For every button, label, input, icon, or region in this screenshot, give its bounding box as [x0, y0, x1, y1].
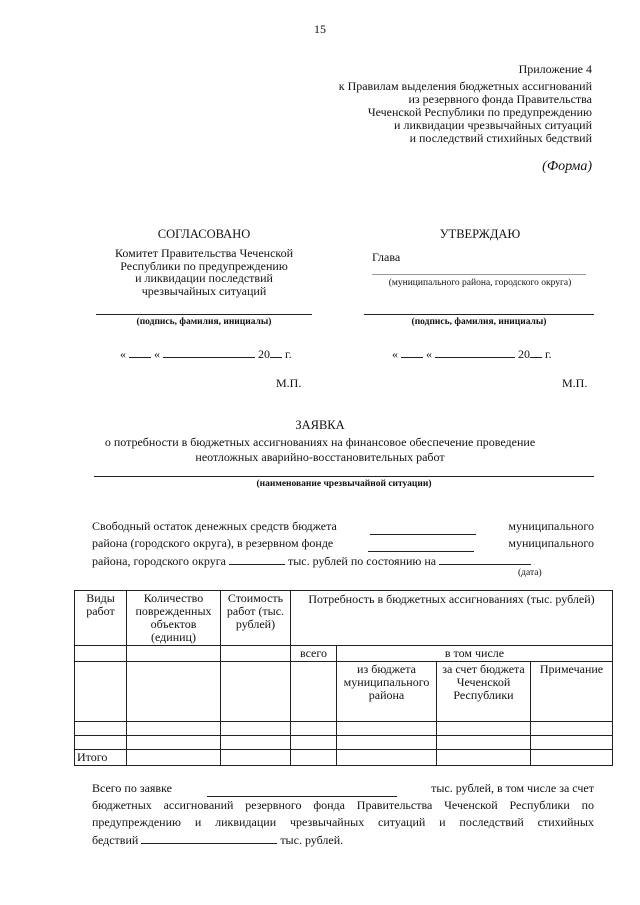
- right-stamp: М.П.: [562, 376, 588, 390]
- cell: [127, 646, 221, 662]
- appendix-line: и ликвидации чрезвычайных ситуаций: [394, 118, 592, 132]
- table-subheader-row: [75, 646, 613, 662]
- month-blank: [163, 345, 255, 358]
- cell: [531, 750, 613, 766]
- cell: [291, 662, 337, 722]
- left-stamp: М.П.: [276, 376, 302, 390]
- cell: [221, 736, 291, 750]
- footer-line-3: [92, 814, 594, 831]
- cell: [221, 662, 291, 722]
- footer-blank-1: [207, 784, 397, 797]
- row-total-label: Итого: [75, 750, 127, 766]
- approved-left-org: [96, 247, 312, 297]
- request-subtitle-1: о потребности в бюджетных ассигнованиях на финансовое обеспечение проведение: [104, 435, 536, 449]
- balance-blank-3: [229, 552, 285, 565]
- table-total-row: [75, 750, 613, 766]
- cell: [437, 750, 531, 766]
- cell: [437, 722, 531, 736]
- balance-text: тыс. рублей по состоянию на: [287, 554, 437, 568]
- balance-text: муниципального: [508, 519, 594, 533]
- header-municipal: из бюджета муниципального района: [337, 662, 437, 722]
- request-title: ЗАЯВКА: [295, 418, 345, 432]
- header-damaged: Количество поврежденных объектов (единиц): [127, 591, 221, 646]
- role-caption: (муниципального района, городского округа): [388, 278, 572, 288]
- page-number: 15: [314, 22, 326, 36]
- date-caption: (дата): [518, 568, 542, 578]
- footer-line-4: [92, 831, 594, 849]
- cell: [75, 722, 127, 736]
- footer-blank-2: [141, 831, 277, 844]
- footer-text: тыс. рублей, в том числе за счет: [431, 781, 594, 795]
- approved-left-heading: СОГЛАСОВАНО: [157, 227, 251, 241]
- appendix-line: к Правилам выделения бюджетных ассигнований: [338, 79, 592, 93]
- balance-text: Свободный остаток денежных средств бюджета: [92, 519, 337, 533]
- cell: [75, 662, 127, 722]
- cell: [75, 646, 127, 662]
- year-blank: [530, 345, 542, 358]
- balance-line-2: [92, 535, 594, 552]
- form-label: (Форма): [542, 159, 592, 174]
- request-subtitle-2: неотложных аварийно-восстановительных работ: [195, 450, 445, 464]
- header-need: Потребность в бюджетных ассигнованиях (тыс. рублей): [291, 591, 613, 646]
- emergency-caption: (наименование чрезвычайной ситуации): [256, 479, 432, 489]
- cell: [291, 722, 337, 736]
- org-line: Комитет Правительства Чеченской: [114, 246, 294, 260]
- cell: [127, 662, 221, 722]
- quote-open: «: [392, 347, 398, 361]
- year-prefix: 20: [518, 347, 530, 361]
- appendix-line: из резервного фонда Правительства: [408, 92, 592, 106]
- left-date: [120, 345, 292, 362]
- header-republic: за счет бюджета Чеченской Республики: [437, 662, 531, 722]
- year-suffix: г.: [285, 347, 292, 361]
- left-signature-line: [96, 314, 312, 315]
- appendix-title: Приложение 4: [518, 62, 592, 76]
- org-line: Республики по предупреждению: [120, 258, 288, 273]
- balance-blank-1: [370, 522, 476, 535]
- table-subheader-row: [75, 662, 613, 722]
- org-line: и ликвидации последствий: [135, 271, 273, 285]
- cell: [531, 722, 613, 736]
- cell: [75, 736, 127, 750]
- balance-text: района (городского округа), в резервном фонде: [92, 536, 334, 550]
- header-including: в том числе: [337, 646, 613, 662]
- footer-text: предупреждению и ликвидации чрезвычайных ситуаций и последствий стихийных: [92, 815, 594, 829]
- footer-text: бедствий: [92, 833, 139, 847]
- left-signature-caption: (подпись, фамилия, инициалы): [136, 317, 272, 327]
- header-cost: Стоимость работ (тыс. рублей): [221, 591, 291, 646]
- approved-right-role: Глава: [372, 250, 401, 264]
- table-row: [75, 722, 613, 736]
- balance-paragraph: [92, 518, 594, 570]
- cell: [221, 722, 291, 736]
- cell: [337, 722, 437, 736]
- quote-mid: «: [426, 347, 432, 361]
- org-line: чрезвычайных ситуаций: [141, 283, 267, 298]
- right-signature-line: [364, 314, 594, 315]
- header-work-types: Виды работ: [75, 591, 127, 646]
- year-suffix: г.: [545, 347, 552, 361]
- cell: [221, 646, 291, 662]
- cell: [437, 736, 531, 750]
- cell: [291, 750, 337, 766]
- footer-text: тыс. рублей.: [280, 833, 344, 847]
- footer-text: Всего по заявке: [92, 781, 172, 795]
- appendix-rules: [339, 80, 592, 145]
- right-date: [392, 345, 552, 362]
- emergency-line: [94, 476, 594, 477]
- cell: [531, 736, 613, 750]
- year-blank: [270, 345, 282, 358]
- day-blank: [129, 345, 151, 358]
- balance-text: муниципального: [508, 536, 594, 550]
- quote-open: «: [120, 347, 126, 361]
- year-prefix: 20: [258, 347, 270, 361]
- day-blank: [401, 345, 423, 358]
- footer-line-1: [92, 780, 594, 797]
- month-blank: [435, 345, 515, 358]
- appendix-line: и последствий стихийных бедствий: [409, 131, 592, 145]
- balance-text: района, городского округа: [92, 554, 226, 568]
- balance-date-blank: [439, 552, 531, 565]
- cell: [221, 750, 291, 766]
- cell: [127, 750, 221, 766]
- header-note: Примечание: [531, 662, 613, 722]
- footer-line-2: [92, 797, 594, 814]
- cell: [127, 736, 221, 750]
- table-row: [75, 736, 613, 750]
- needs-table: [74, 590, 613, 766]
- appendix-block: [519, 62, 592, 77]
- footer-paragraph: [92, 780, 594, 849]
- footer-text: бюджетных ассигнований резервного фонда Правительства Чеченской Республики по: [92, 798, 594, 812]
- cell: [337, 750, 437, 766]
- right-signature-caption: (подпись, фамилия, инициалы): [411, 317, 547, 327]
- approved-right-heading: УТВЕРЖДАЮ: [439, 227, 521, 241]
- cell: [127, 722, 221, 736]
- balance-line-1: [92, 518, 594, 535]
- role-line: [372, 274, 586, 275]
- balance-blank-2: [368, 539, 474, 552]
- table-header-row: [75, 591, 613, 646]
- cell: [337, 736, 437, 750]
- appendix-line: Чеченской Республики по предупреждению: [367, 105, 592, 119]
- cell: [291, 736, 337, 750]
- quote-mid: «: [154, 347, 160, 361]
- header-total: всего: [291, 646, 337, 662]
